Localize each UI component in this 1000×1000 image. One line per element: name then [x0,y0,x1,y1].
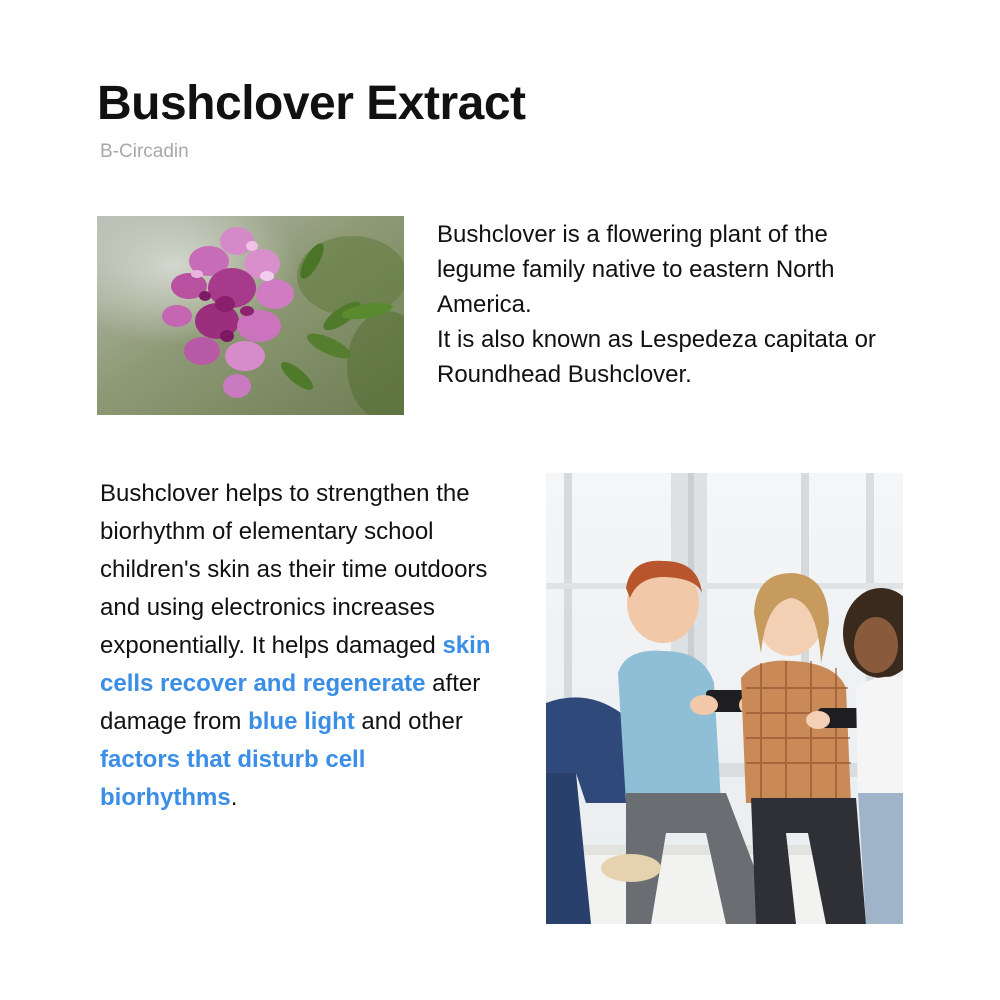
page-subtitle: B-Circadin [100,141,189,162]
benefit-text-4: . [230,784,238,811]
bushclover-flower-photo [97,216,404,415]
benefit-text-1: Bushclover helps to strengthen the biorhythm of elementary school children's skin as their time outdoors and using electronics increases exponentially. It helps damaged [100,480,488,659]
intro-text [437,217,907,392]
highlight-biorhythm-factors: factors that disturb cell biorhythms [100,746,366,811]
intro-paragraph-2: It is also known as Lespedeza capitata or Roundhead Bushclover. [437,326,876,388]
benefit-paragraph [100,475,500,817]
page-title: Bushclover Extract [97,77,526,130]
benefit-text-3: and other [354,708,463,735]
highlight-blue-light: blue light [248,708,355,735]
children-using-phones-photo [546,473,903,924]
intro-paragraph-1: Bushclover is a flowering plant of the legume family native to eastern North America. [437,221,835,318]
benefit-text-2: after damage from [100,670,481,735]
highlight-skin-cells: skin cells recover and regenerate [100,632,491,697]
